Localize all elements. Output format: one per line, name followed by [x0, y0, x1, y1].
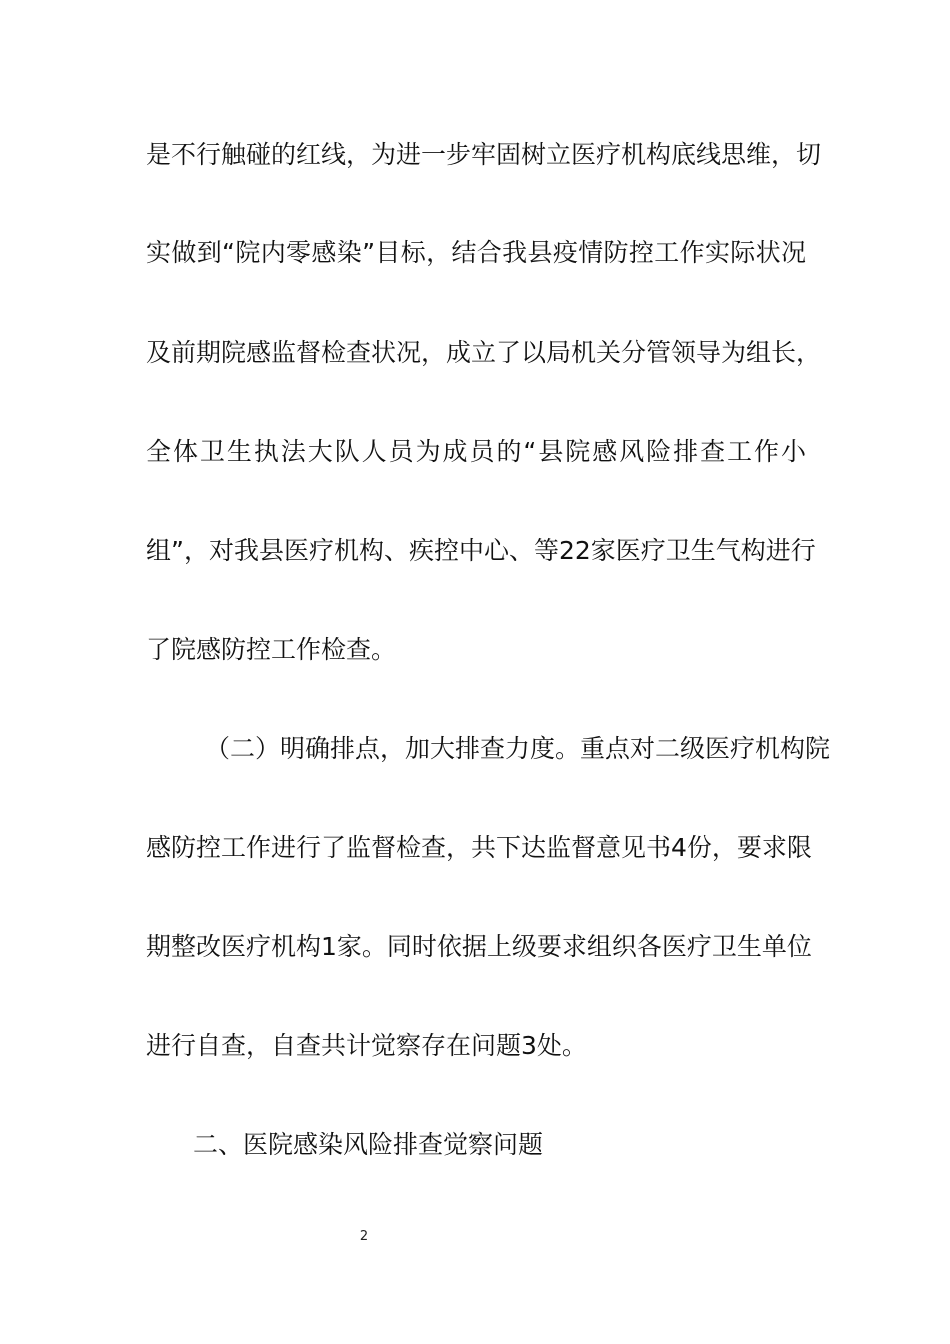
- paragraph-line-6: 了院感防控工作检查。: [146, 635, 397, 664]
- paragraph-line-2: 实做到“院内零感染”目标，结合我县疫情防控工作实际状况: [146, 238, 806, 267]
- section-two-line-3: 期整改医疗机构1家。同时依据上级要求组织各医疗卫生单位: [146, 932, 812, 961]
- section-two-line-4: 进行自查，自查共计觉察存在问题3处。: [146, 1031, 587, 1060]
- section-two-line-2: 感防控工作进行了监督检查，共下达监督意见书4份，要求限: [146, 833, 812, 862]
- page-number: 2: [359, 1229, 369, 1244]
- paragraph-line-5: 组”，对我县医疗机构、疾控中心、等22家医疗卫生气构进行: [146, 536, 816, 565]
- section-heading: 二、医院感染风险排查觉察问题: [193, 1130, 544, 1159]
- paragraph-line-3: 及前期院感监督检查状况，成立了以局机关分管领导为组长，: [146, 338, 822, 367]
- paragraph-line-1: 是不行触碰的红线，为进一步牢固树立医疗机构底线思维，切: [146, 140, 822, 169]
- paragraph-line-4: 全体卫生执法大队人员为成员的“县院感风险排查工作小: [146, 437, 806, 466]
- section-two-line-1: （二）明确排点，加大排查力度。重点对二级医疗机构院: [205, 734, 831, 763]
